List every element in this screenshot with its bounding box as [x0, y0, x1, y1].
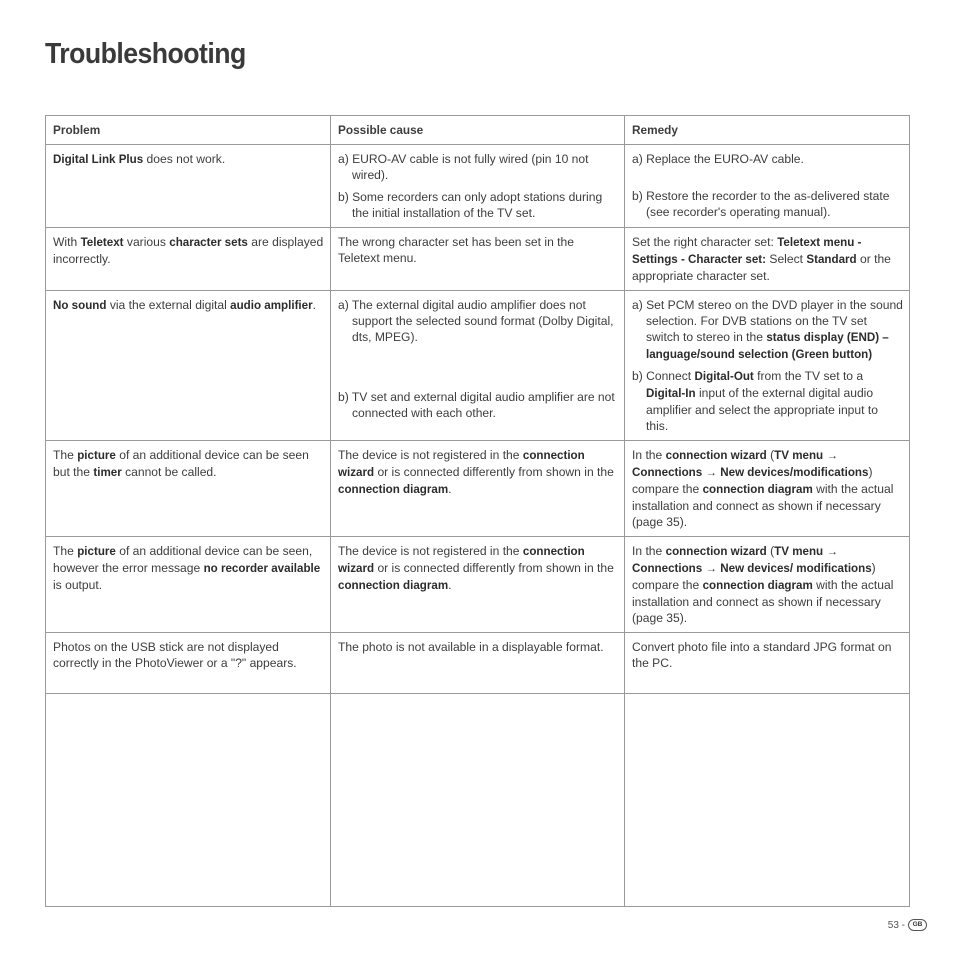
- table-row-empty: [46, 694, 910, 907]
- cause-cell: [331, 291, 625, 441]
- remedy-cell: In the connection wizard (TV menu → Connections → New devices/modifications) compare the connection diagram with the actual installation and connect as shown if necessary (page 35).: [625, 441, 910, 537]
- problem-cell: Digital Link Plus does not work.: [46, 145, 331, 228]
- remedy-cell: [625, 145, 910, 228]
- header-possible-cause: Possible cause: [331, 116, 625, 145]
- problem-cell: The picture of an additional device can be seen but the timer cannot be called.: [46, 441, 331, 537]
- problem-cell: No sound via the external digital audio amplifier.: [46, 291, 331, 441]
- cause-item-b: b) Some recorders can only adopt stations during the initial installation of the TV set.: [338, 190, 603, 220]
- cause-cell: The wrong character set has been set in the Teletext menu.: [331, 228, 625, 291]
- troubleshooting-table: [45, 115, 910, 907]
- cause-item-a: a) EURO-AV cable is not fully wired (pin 10 not wired).: [338, 152, 589, 182]
- remedy-item-a: a) Replace the EURO-AV cable.: [632, 152, 804, 166]
- page-title: Troubleshooting: [45, 38, 246, 70]
- header-remedy: Remedy: [625, 116, 910, 145]
- problem-cell: With Teletext various character sets are displayed incorrectly.: [46, 228, 331, 291]
- cause-item-a: a) The external digital audio amplifier does not support the selected sound format (Dolby Digital, dts, MPEG).: [338, 298, 614, 344]
- table-row: [46, 145, 910, 228]
- table-row: [46, 291, 910, 441]
- remedy-item-b: b) Restore the recorder to the as-delivered state (see recorder's operating manual).: [632, 189, 890, 219]
- cause-cell: The device is not registered in the connection wizard or is connected differently from shown in the connection diagram.: [331, 441, 625, 537]
- problem-cell: Photos on the USB stick are not displayed correctly in the PhotoViewer or a "?" appears.: [46, 633, 331, 694]
- cause-cell: The device is not registered in the connection wizard or is connected differently from shown in the connection diagram.: [331, 537, 625, 633]
- header-problem: Problem: [46, 116, 331, 145]
- problem-cell: The picture of an additional device can be seen, however the error message no recorder available is output.: [46, 537, 331, 633]
- table-row: [46, 537, 910, 633]
- cause-cell: The photo is not available in a displayable format.: [331, 633, 625, 694]
- table-header-row: [46, 116, 910, 145]
- table-row: [46, 228, 910, 291]
- country-badge-icon: GB: [908, 919, 927, 931]
- remedy-item-a: a) Set PCM stereo on the DVD player in the sound selection. For DVB stations on the TV set switch to stereo in the status display (END) – language/sound selection (Green button): [632, 298, 903, 361]
- remedy-cell: Set the right character set: Teletext menu - Settings - Character set: Select Standard or the appropriate character set.: [625, 228, 910, 291]
- remedy-cell: [625, 291, 910, 441]
- empty-cell: [331, 694, 625, 907]
- page-number: 53 -: [887, 919, 905, 931]
- table-row: [46, 633, 910, 694]
- empty-cell: [46, 694, 331, 907]
- remedy-cell: In the connection wizard (TV menu → Connections → New devices/ modifications) compare the connection diagram with the actual installation and connect as shown if necessary (page 35).: [625, 537, 910, 633]
- page-footer: [888, 919, 927, 931]
- cause-item-b: b) TV set and external digital audio amplifier are not connected with each other.: [338, 390, 615, 420]
- cause-cell: [331, 145, 625, 228]
- empty-cell: [625, 694, 910, 907]
- remedy-cell: Convert photo file into a standard JPG format on the PC.: [625, 633, 910, 694]
- table-row: [46, 441, 910, 537]
- remedy-item-b: b) Connect Digital-Out from the TV set to a Digital-In input of the external digital audio amplifier and select the appropriate input to this.: [632, 369, 878, 433]
